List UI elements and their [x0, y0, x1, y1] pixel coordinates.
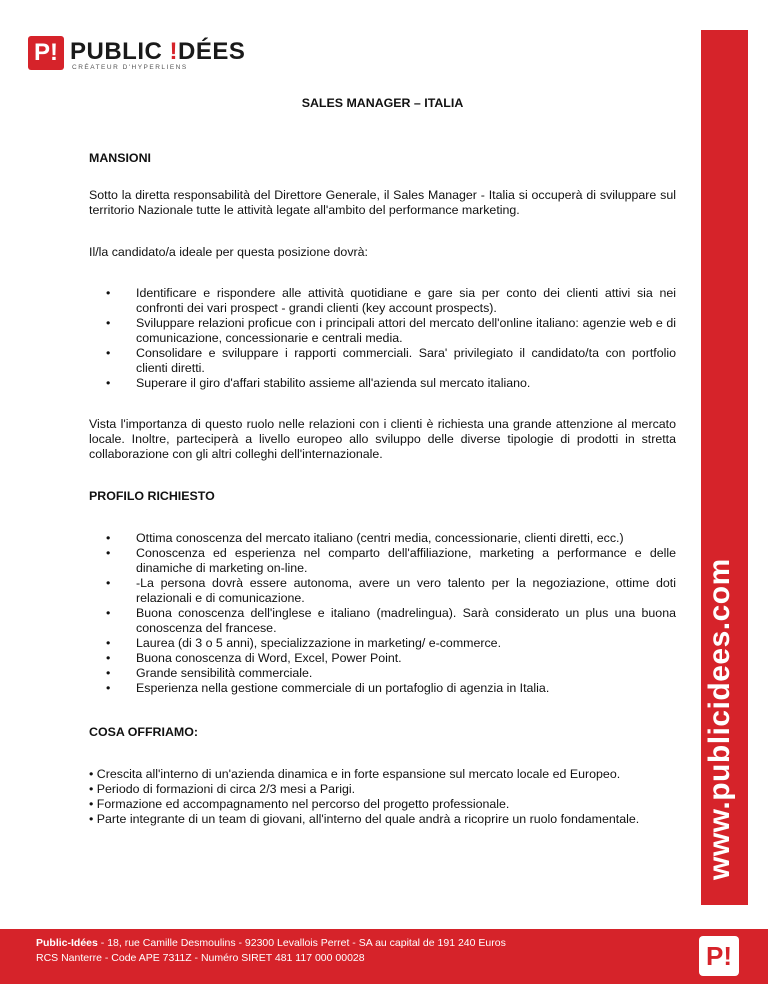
side-banner-url: www.publicidees.com — [702, 558, 736, 880]
page-footer — [0, 929, 768, 984]
mansioni-list — [89, 286, 676, 391]
list-item: • Sviluppare relazioni proficue con i principali attori del mercato dell'online italiano: agenzie web e di comunicazione, concessionarie e centrali media. — [136, 316, 676, 346]
list-item: • Buona conoscenza dell'inglese e italiano (madrelingua). Sarà considerato un plus una buona conoscenza del francese. — [136, 606, 676, 636]
list-item: • Buona conoscenza di Word, Excel, Power Point. — [136, 651, 676, 666]
list-item: • Consolidare e sviluppare i rapporti commerciali. Sara' privilegiato il candidato/ta con portfolio clienti diretti. — [136, 346, 676, 376]
list-item: • Laurea (di 3 o 5 anni), specializzazione in marketing/ e-commerce. — [136, 636, 676, 651]
list-item: • Identificare e rispondere alle attività quotidiane e gare sia per conto dei clienti attivi sia nei confronti dei vari prospect - grandi clienti (key account prospects). — [136, 286, 676, 316]
logo-brand: PUBLIC !DÉES — [70, 38, 246, 65]
mansioni-lead: Il/la candidato/a ideale per questa posizione dovrà: — [89, 245, 368, 259]
offer-item: • Parte integrante di un team di giovani, all'interno del quale andrà a ricoprire un ruolo fondamentale. — [89, 812, 640, 826]
list-item: • Conoscenza ed esperienza nel comparto dell'affiliazione, marketing a performance e delle dinamiche di marketing on-line. — [136, 546, 676, 576]
list-item: • Ottima conoscenza del mercato italiano (centri media, concessionarie, clienti diretti, ecc.) — [136, 531, 676, 546]
mansioni-intro: Sotto la diretta responsabilità del Direttore Generale, il Sales Manager - Italia si occuperà di sviluppare sul territorio Nazionale tutte le attività legate all'ambito del performance marketing. — [89, 188, 676, 217]
footer-registration: RCS Nanterre - Code APE 7311Z - Numéro SIRET 481 117 000 00028 — [36, 952, 365, 964]
offer-item: • Formazione ed accompagnamento nel percorso del progetto professionale. — [89, 797, 510, 811]
section-heading-profilo: PROFILO RICHIESTO — [89, 489, 215, 503]
list-item: • Grande sensibilità commerciale. — [136, 666, 676, 681]
profilo-list — [89, 531, 676, 696]
list-item: • Superare il giro d'affari stabilito assieme all'azienda sul mercato italiano. — [136, 376, 676, 391]
footer-logo-mark: P! — [699, 936, 739, 976]
mansioni-closing: Vista l'importanza di questo ruolo nelle relazioni con i clienti è richiesta una grande attenzione al mercato locale. Inoltre, parteciperà a livello europeo allo sviluppo delle diverse tipologie di prodotti in stretta collaborazione con gli altri colleghi dell'internazionale. — [89, 417, 676, 461]
list-item: • -La persona dovrà essere autonoma, avere un vero talento per la negoziazione, ottime doti relazionali e di comunicazione. — [136, 576, 676, 606]
side-banner — [701, 30, 748, 905]
section-heading-offriamo: COSA OFFRIAMO: — [89, 725, 198, 739]
document-title: SALES MANAGER – ITALIA — [301, 96, 464, 110]
logo-mark: P! — [28, 36, 64, 70]
offer-item: • Crescita all'interno di un'azienda dinamica e in forte espansione sul mercato locale ed Europeo. — [89, 767, 621, 781]
logo-tagline: CRÉATEUR D'HYPERLIENS — [72, 64, 188, 71]
list-item: • Esperienza nella gestione commerciale di un portafoglio di agenzia in Italia. — [136, 681, 676, 696]
company-logo — [28, 36, 258, 74]
document-body — [89, 96, 676, 827]
footer-address: Public-Idées - 18, rue Camille Desmoulins - 92300 Levallois Perret - SA au capital de 191 240 Euros — [36, 937, 506, 949]
section-heading-mansioni: MANSIONI — [89, 151, 151, 165]
offer-item: • Periodo di formazioni di circa 2/3 mesi a Parigi. — [89, 782, 356, 796]
